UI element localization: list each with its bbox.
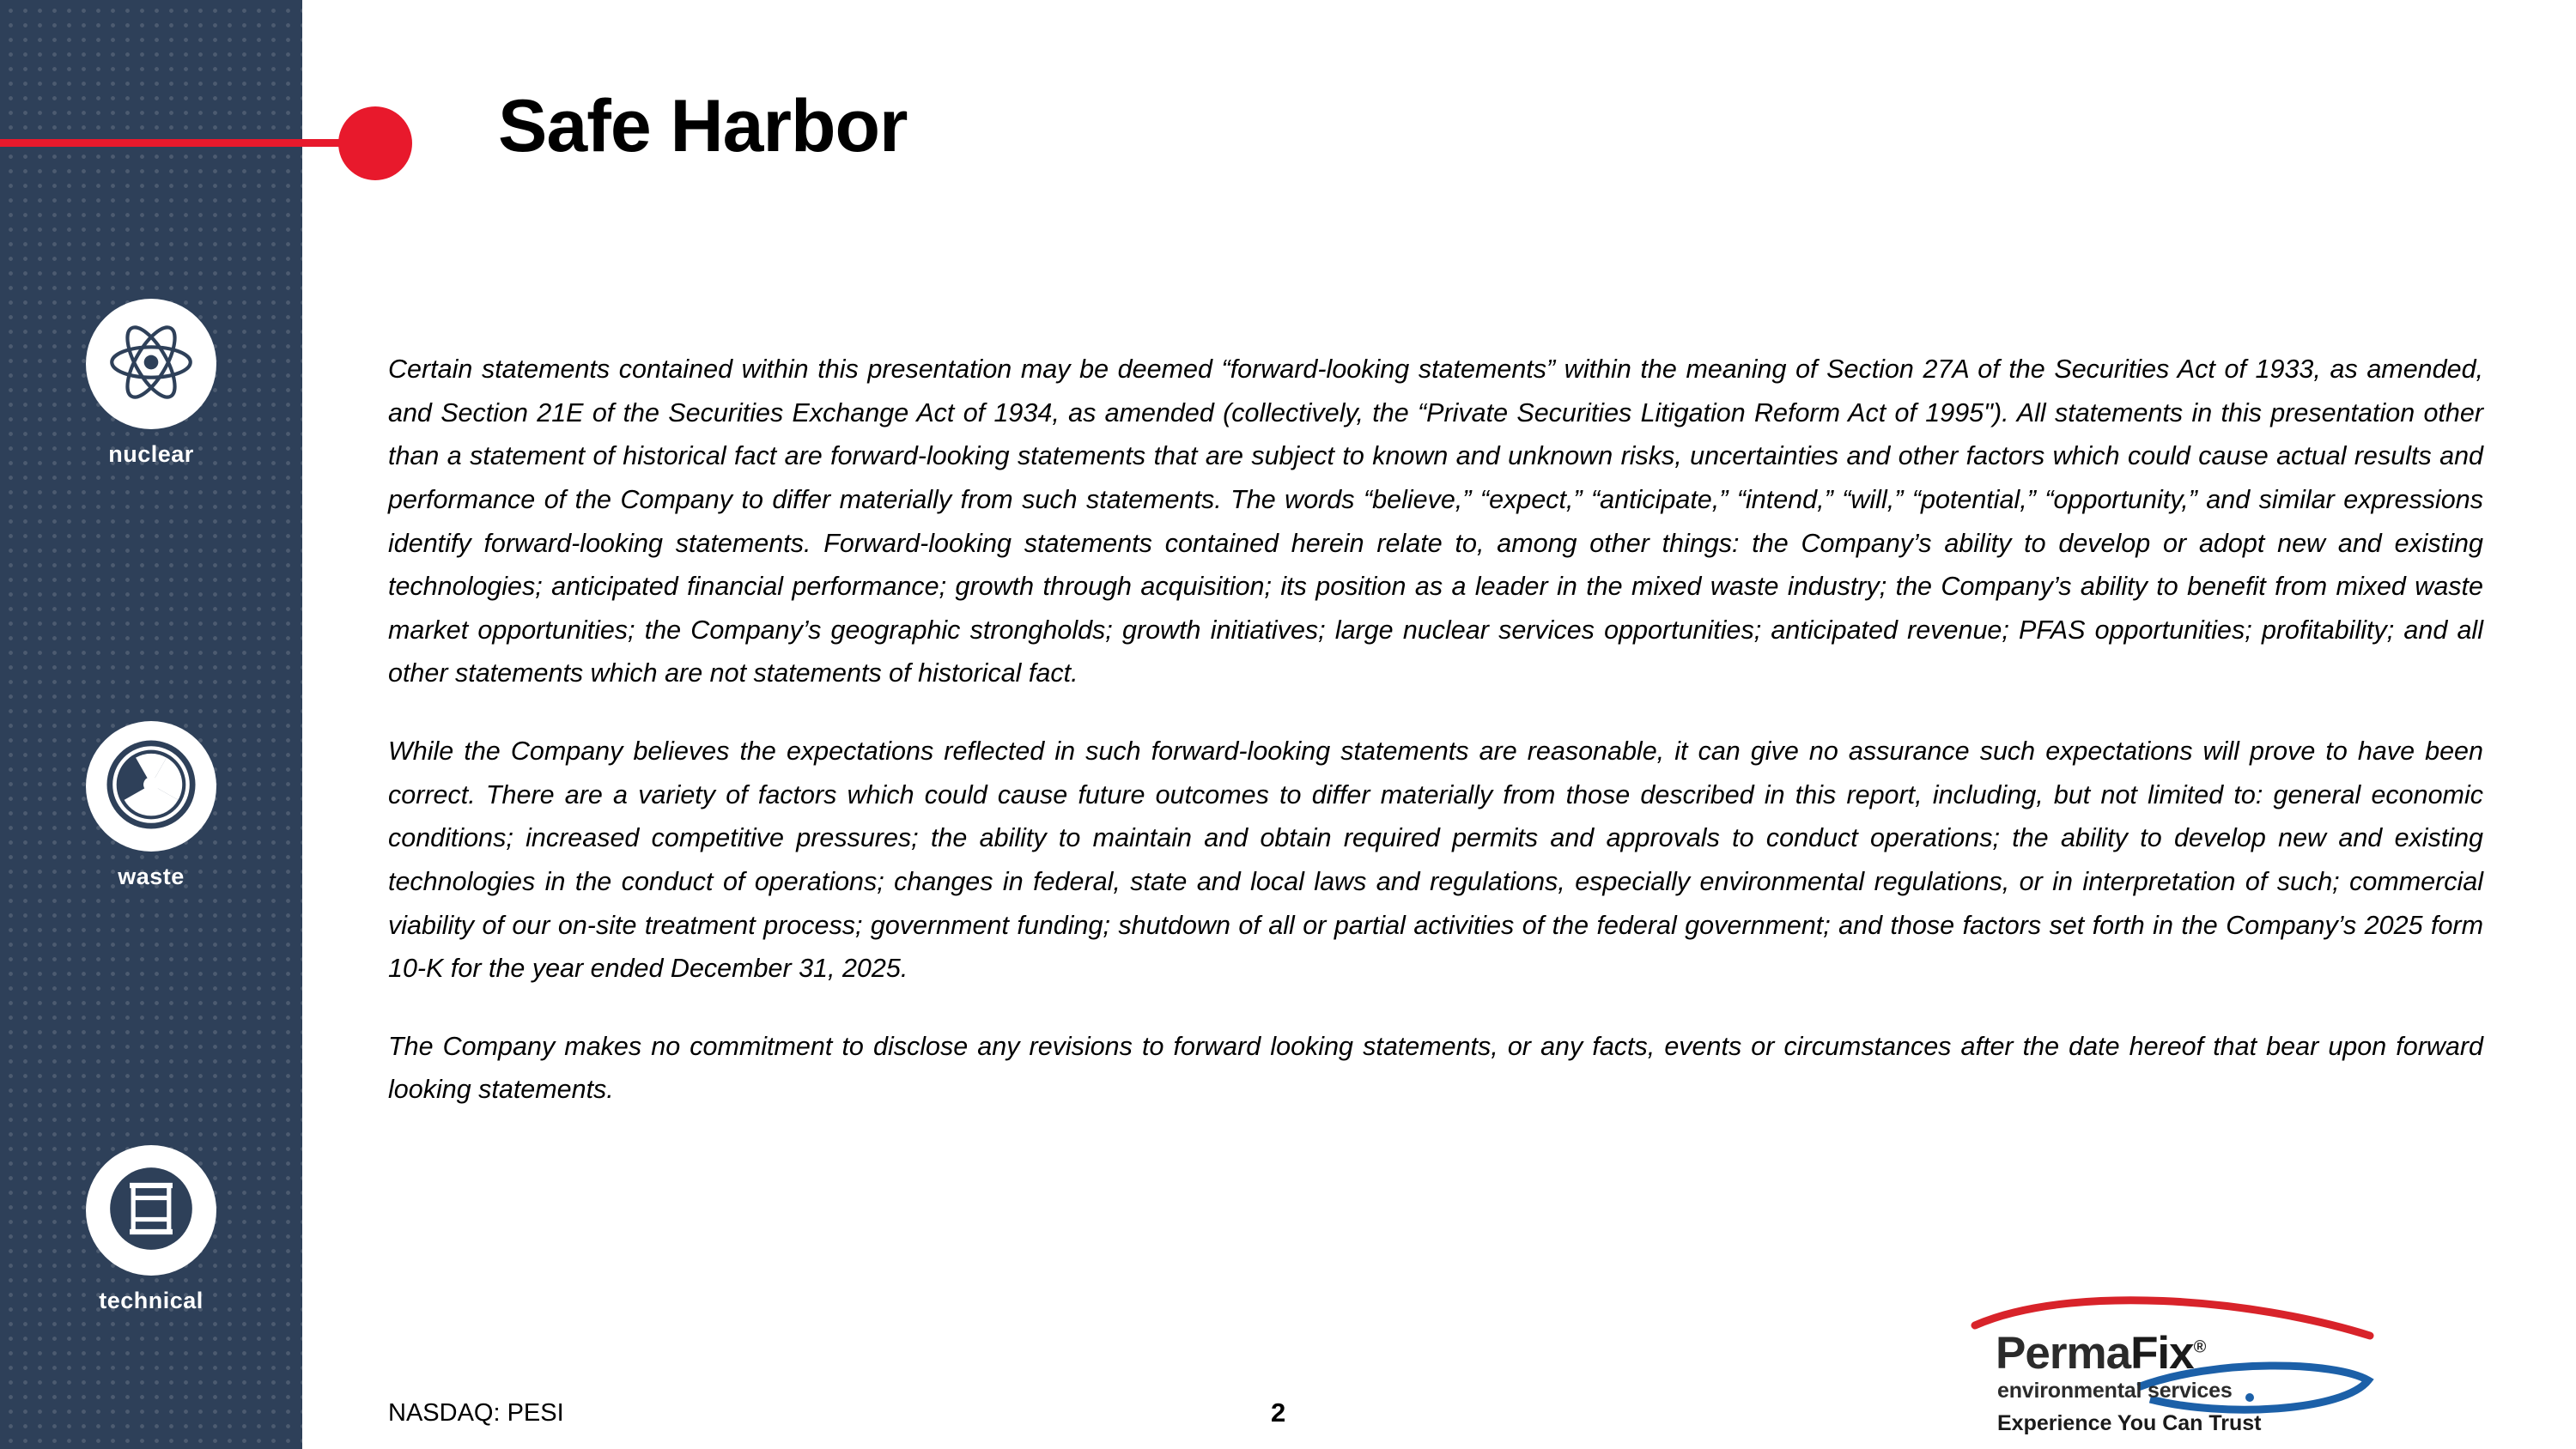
sidebar-item-technical (0, 1145, 302, 1314)
sidebar-item-label: nuclear (108, 441, 194, 467)
logo-subtitle: environmental services (1997, 1379, 2233, 1403)
logo-wordmark (1996, 1327, 2205, 1379)
logo-tagline: Experience You Can Trust (1997, 1411, 2262, 1435)
waste-badge (86, 721, 216, 852)
paragraph-1: Certain statements contained within this presentation may be deemed “forward-looking statements” within the meaning of Section 27A of the Securities Act of 1933, as amended, and Section 21E of the Securities Exchange Act of 1934, as amended (collectively, the “Private Securities Litigation Reform Act of 1995"). All statements in this presentation other than a statement of historical fact are forward-looking statements that are subject to known and unknown risks, uncertainties and other factors which could cause actual results and performance of the Company to differ materially from such statements. The words “believe,” “expect,” “anticipate,” “intend,” “will,” “potential,” “opportunity,” and similar expressions identify forward-looking statements. Forward-looking statements contained herein relate to, among other things: the Company’s ability to develop or adopt new and existing technologies; anticipated financial performance; growth through acquisition; its position as a leader in the mixed waste industry; the Company’s ability to benefit from mixed waste market opportunities; the Company’s geographic strongholds; growth initiatives; large nuclear services opportunities; anticipated revenue; PFAS opportunities; profitability; and all other statements which are not statements of historical fact. (388, 355, 2483, 688)
logo-registered-mark: ® (2193, 1337, 2206, 1357)
sidebar-item-label: technical (99, 1288, 204, 1313)
sidebar-item-nuclear (0, 299, 302, 468)
accent-dot (338, 106, 412, 180)
sidebar-item-waste (0, 721, 302, 890)
paragraph-3: The Company makes no commitment to disclose any revisions to forward looking statements, or any facts, events or circumstances after the date hereof that bear upon forward looking statements. (388, 1031, 2483, 1105)
paragraph-2: While the Company believes the expectations reflected in such forward-looking statements are reasonable, it can give no assurance such expectations will prove to have been correct. There are a variety of factors which could cause future outcomes to differ materially from those described in this report, including, but not limited to: general economic conditions; increased competitive pressures; the ability to maintain and obtain required permits and approvals to conduct operations; the ability to develop new and existing technologies in the conduct of operations; changes in federal, state and local laws and regulations, especially environmental regulations, or in interpretation of such; commercial viability of our on-site treatment process; government funding; shutdown of all or partial activities of the federal government; and those factors set forth in the Company’s 2025 form 10-K for the year ended December 31, 2025. (388, 737, 2483, 984)
accent-line (0, 139, 361, 147)
page-title: Safe Harbor (498, 85, 908, 167)
left-sidebar (0, 0, 302, 1449)
technical-badge (86, 1145, 216, 1276)
sidebar-item-label: waste (118, 864, 185, 889)
logo-name-perma: Perma (1996, 1328, 2131, 1379)
atom-icon (106, 318, 196, 411)
ticker-label: NASDAQ: PESI (388, 1399, 564, 1427)
drum-icon (106, 1164, 196, 1258)
nuclear-badge (86, 299, 216, 429)
radiation-icon (103, 737, 199, 837)
company-logo (1992, 1296, 2353, 1434)
logo-name-fix: Fix (2130, 1328, 2194, 1379)
disclaimer-body (388, 348, 2483, 1112)
page-number: 2 (1271, 1397, 1286, 1428)
